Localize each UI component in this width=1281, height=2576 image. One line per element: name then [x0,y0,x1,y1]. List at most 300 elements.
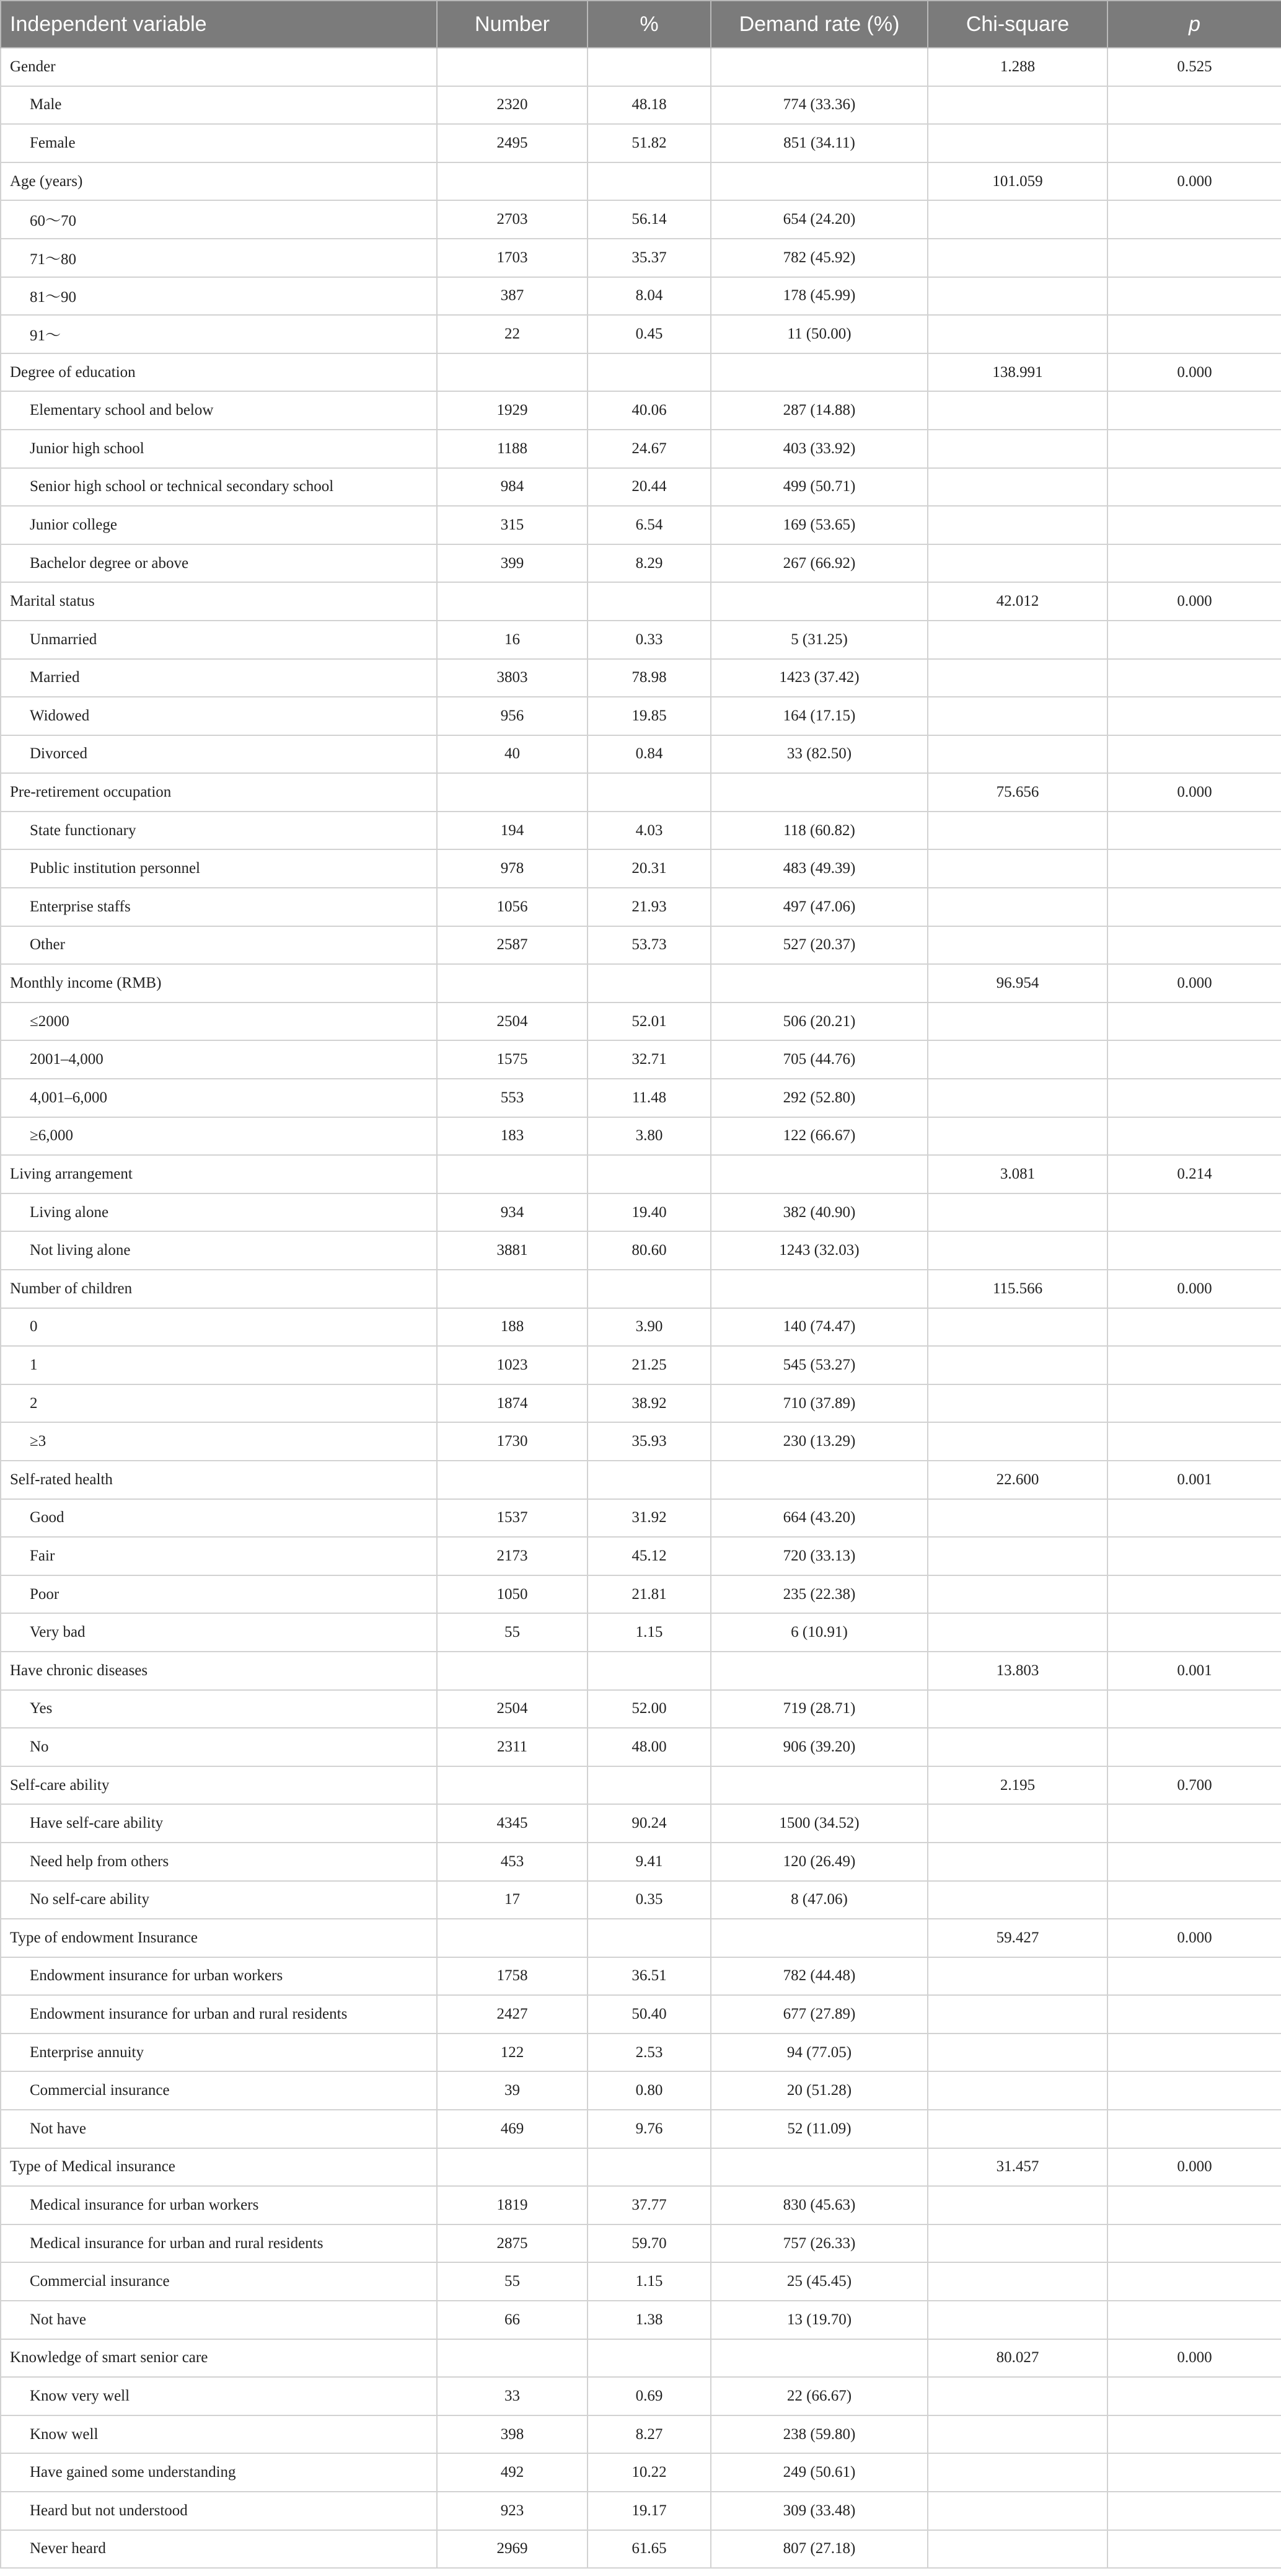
percent-cell: 10.22 [588,2453,711,2492]
demand-rate-cell: 52 (11.09) [711,2110,928,2148]
chi-square-cell [928,1537,1107,1575]
percent-cell: 45.12 [588,1537,711,1575]
chi-square-cell [928,1881,1107,1919]
demand-rate-cell: 292 (52.80) [711,1079,928,1117]
chi-square-cell: 1.288 [928,48,1107,86]
chi-square-cell [928,2071,1107,2110]
variable-cell: Have self-care ability [1,1804,437,1843]
p-value-cell [1107,124,1281,162]
number-cell: 188 [437,1308,588,1347]
chi-square-cell [928,1384,1107,1423]
header-number: Number [437,1,588,48]
p-value-cell: 0.000 [1107,2339,1281,2378]
chi-square-cell [928,697,1107,735]
number-cell: 469 [437,2110,588,2148]
number-cell: 398 [437,2415,588,2454]
variable-cell: Bachelor degree or above [1,544,437,583]
variable-cell: ≥6,000 [1,1117,437,1156]
number-cell: 194 [437,812,588,850]
demand-rate-cell: 94 (77.05) [711,2034,928,2072]
demand-rate-cell: 403 (33.92) [711,430,928,468]
demand-rate-cell: 664 (43.20) [711,1499,928,1538]
demand-rate-cell: 6 (10.91) [711,1613,928,1652]
p-value-cell [1107,1995,1281,2034]
number-cell: 2427 [437,1995,588,2034]
number-cell: 33 [437,2377,588,2415]
chi-square-cell: 3.081 [928,1155,1107,1193]
percent-cell: 51.82 [588,124,711,162]
demand-rate-cell: 720 (33.13) [711,1537,928,1575]
header-p-value: p [1107,1,1281,48]
p-value-cell [1107,1117,1281,1156]
table-row [1,1613,1281,1652]
variable-cell: Self-care ability [1,1766,437,1805]
p-value-cell [1107,812,1281,850]
demand-rate-cell: 1423 (37.42) [711,659,928,697]
chi-square-cell [928,1843,1107,1881]
variable-cell: Yes [1,1690,437,1728]
percent-cell: 36.51 [588,1957,711,1996]
percent-cell: 61.65 [588,2530,711,2569]
number-cell: 553 [437,1079,588,1117]
table-row [1,812,1281,850]
table-row [1,468,1281,507]
number-cell: 17 [437,1881,588,1919]
variable-cell: 2001–4,000 [1,1040,437,1079]
percent-cell [588,964,711,1003]
demand-rate-cell: 497 (47.06) [711,888,928,926]
p-value-cell [1107,621,1281,659]
variable-cell: Living alone [1,1193,437,1232]
percent-cell: 20.31 [588,849,711,888]
number-cell: 984 [437,468,588,507]
percent-cell: 32.71 [588,1040,711,1079]
variable-cell: Gender [1,48,437,86]
chi-square-cell: 13.803 [928,1652,1107,1690]
demand-rate-cell [711,1270,928,1308]
number-cell: 1819 [437,2186,588,2224]
demand-rate-cell: 20 (51.28) [711,2071,928,2110]
chi-square-cell [928,888,1107,926]
percent-cell: 1.38 [588,2301,711,2339]
demand-rate-cell: 11 (50.00) [711,315,928,353]
percent-cell: 3.90 [588,1308,711,1347]
p-value-cell [1107,86,1281,125]
percent-cell: 3.80 [588,1117,711,1156]
chi-square-cell: 42.012 [928,582,1107,621]
demand-rate-cell: 782 (44.48) [711,1957,928,1996]
p-value-cell [1107,849,1281,888]
p-value-cell [1107,659,1281,697]
percent-cell: 37.77 [588,2186,711,2224]
p-value-cell [1107,1040,1281,1079]
demand-rate-cell [711,773,928,812]
table-row [1,1575,1281,1614]
demand-rate-cell: 178 (45.99) [711,277,928,316]
number-cell: 387 [437,277,588,316]
variable-cell: Endowment insurance for urban and rural residents [1,1995,437,2034]
table-row [1,1193,1281,1232]
demand-rate-cell: 906 (39.20) [711,1728,928,1766]
percent-cell: 1.15 [588,1613,711,1652]
p-value-cell [1107,1231,1281,1270]
variable-cell: Medical insurance for urban workers [1,2186,437,2224]
chi-square-cell [928,2377,1107,2415]
number-cell: 399 [437,544,588,583]
percent-cell: 90.24 [588,1804,711,1843]
variable-cell: ≥3 [1,1422,437,1461]
number-cell: 66 [437,2301,588,2339]
p-value-cell: 0.000 [1107,162,1281,201]
table-group-row [1,1766,1281,1805]
p-value-cell [1107,1308,1281,1347]
p-value-cell [1107,1690,1281,1728]
demand-rate-cell: 774 (33.36) [711,86,928,125]
demand-rate-cell: 710 (37.89) [711,1384,928,1423]
number-cell: 2587 [437,926,588,965]
table-row [1,1117,1281,1156]
demand-rate-cell: 545 (53.27) [711,1346,928,1384]
table-row [1,200,1281,239]
percent-cell [588,1919,711,1957]
table-row [1,544,1281,583]
variable-cell: Medical insurance for urban and rural residents [1,2224,437,2263]
number-cell: 55 [437,2262,588,2301]
table-row [1,1231,1281,1270]
number-cell: 2173 [437,1537,588,1575]
number-cell: 1050 [437,1575,588,1614]
variable-cell: No self-care ability [1,1881,437,1919]
table-row [1,2530,1281,2569]
percent-cell [588,1270,711,1308]
percent-cell [588,1652,711,1690]
table-row [1,1881,1281,1919]
percent-cell [588,1155,711,1193]
number-cell [437,1652,588,1690]
chi-square-cell [928,506,1107,544]
chi-square-cell [928,1346,1107,1384]
variable-cell: 0 [1,1308,437,1347]
variable-cell: Unmarried [1,621,437,659]
variable-cell: Poor [1,1575,437,1614]
number-cell: 3881 [437,1231,588,1270]
demand-rate-cell: 654 (24.20) [711,200,928,239]
chi-square-cell [928,2262,1107,2301]
p-value-cell [1107,735,1281,774]
table-header [1,1,1281,48]
demand-rate-cell: 309 (33.48) [711,2492,928,2530]
table-row [1,2492,1281,2530]
p-value-cell [1107,1843,1281,1881]
variable-cell: Have chronic diseases [1,1652,437,1690]
p-value-cell: 0.000 [1107,1919,1281,1957]
demand-rate-cell [711,2339,928,2378]
chi-square-cell [928,621,1107,659]
table-row [1,2453,1281,2492]
variable-cell: Elementary school and below [1,391,437,430]
demand-rate-cell [711,582,928,621]
table-row [1,1384,1281,1423]
table-row [1,2224,1281,2263]
table-row [1,1079,1281,1117]
percent-cell: 52.01 [588,1003,711,1041]
percent-cell: 40.06 [588,391,711,430]
header-percent: % [588,1,711,48]
chi-square-cell [928,1231,1107,1270]
number-cell [437,964,588,1003]
table-row [1,1346,1281,1384]
chi-square-cell [928,659,1107,697]
percent-cell: 21.25 [588,1346,711,1384]
table-group-row [1,964,1281,1003]
percent-cell: 48.00 [588,1728,711,1766]
table-row [1,124,1281,162]
table-row [1,1422,1281,1461]
chi-square-cell: 75.656 [928,773,1107,812]
number-cell: 978 [437,849,588,888]
variable-cell: Endowment insurance for urban workers [1,1957,437,1996]
variable-cell: Enterprise staffs [1,888,437,926]
p-value-cell [1107,430,1281,468]
percent-cell [588,2148,711,2187]
percent-cell [588,48,711,86]
percent-cell: 0.35 [588,1881,711,1919]
table-row [1,391,1281,430]
number-cell: 1023 [437,1346,588,1384]
variable-cell: Female [1,124,437,162]
percent-cell: 8.29 [588,544,711,583]
variable-cell: Need help from others [1,1843,437,1881]
variable-cell: Type of endowment Insurance [1,1919,437,1957]
chi-square-cell [928,468,1107,507]
p-value-cell [1107,1881,1281,1919]
chi-square-cell [928,1957,1107,1996]
table-group-row [1,582,1281,621]
demand-rate-cell: 33 (82.50) [711,735,928,774]
variable-cell: Never heard [1,2530,437,2569]
percent-cell: 56.14 [588,200,711,239]
chi-square-cell: 80.027 [928,2339,1107,2378]
p-value-cell [1107,697,1281,735]
p-value-cell: 0.000 [1107,353,1281,392]
table-group-row [1,1270,1281,1308]
chi-square-cell: 96.954 [928,964,1107,1003]
variable-cell: Married [1,659,437,697]
p-value-cell [1107,1804,1281,1843]
number-cell: 2875 [437,2224,588,2263]
variable-cell: 91～ [1,315,437,353]
p-value-cell [1107,315,1281,353]
chi-square-cell [928,1117,1107,1156]
demand-rate-cell: 22 (66.67) [711,2377,928,2415]
percent-cell: 24.67 [588,430,711,468]
variable-cell: Not living alone [1,1231,437,1270]
number-cell: 934 [437,1193,588,1232]
table-row [1,430,1281,468]
chi-square-cell [928,812,1107,850]
chi-square-cell [928,1040,1107,1079]
chi-square-cell [928,391,1107,430]
p-value-cell: 0.525 [1107,48,1281,86]
demand-rate-cell [711,964,928,1003]
demand-rate-cell: 1500 (34.52) [711,1804,928,1843]
table-row [1,735,1281,774]
number-cell: 22 [437,315,588,353]
table-row [1,2262,1281,2301]
variable-cell: Monthly income (RMB) [1,964,437,1003]
p-value-cell [1107,2301,1281,2339]
chi-square-cell [928,2530,1107,2569]
p-value-cell [1107,1613,1281,1652]
p-value-cell [1107,1346,1281,1384]
percent-cell: 4.03 [588,812,711,850]
demand-rate-cell: 140 (74.47) [711,1308,928,1347]
header-independent-variable: Independent variable [1,1,437,48]
demand-rate-cell: 267 (66.92) [711,544,928,583]
p-value-cell [1107,2530,1281,2569]
variable-cell: Senior high school or technical secondary school [1,468,437,507]
number-cell: 315 [437,506,588,544]
percent-cell [588,773,711,812]
p-value-cell [1107,1193,1281,1232]
p-value-cell [1107,239,1281,277]
percent-cell: 2.53 [588,2034,711,2072]
table-group-row [1,1155,1281,1193]
number-cell: 183 [437,1117,588,1156]
variable-cell: Very bad [1,1613,437,1652]
number-cell [437,1270,588,1308]
demand-rate-cell: 851 (34.11) [711,124,928,162]
number-cell: 453 [437,1843,588,1881]
table-body [1,48,1281,2568]
number-cell: 2504 [437,1690,588,1728]
number-cell [437,2339,588,2378]
table-row [1,1537,1281,1575]
number-cell [437,1766,588,1805]
number-cell: 956 [437,697,588,735]
variable-cell: Widowed [1,697,437,735]
chi-square-cell: 115.566 [928,1270,1107,1308]
variable-cell: Divorced [1,735,437,774]
table-group-row [1,2339,1281,2378]
variable-cell: 2 [1,1384,437,1423]
chi-square-cell [928,2492,1107,2530]
table-row [1,1728,1281,1766]
percent-cell: 48.18 [588,86,711,125]
chi-square-cell [928,2110,1107,2148]
number-cell: 1537 [437,1499,588,1538]
chi-square-cell [928,2224,1107,2263]
demand-rate-cell: 499 (50.71) [711,468,928,507]
chi-square-cell [928,124,1107,162]
table-group-row [1,1919,1281,1957]
percent-cell: 35.93 [588,1422,711,1461]
variable-cell: Not have [1,2110,437,2148]
demand-rate-cell: 483 (49.39) [711,849,928,888]
chi-square-cell [928,2034,1107,2072]
chi-square-cell [928,1613,1107,1652]
demand-rate-cell: 235 (22.38) [711,1575,928,1614]
number-cell [437,162,588,201]
percent-cell: 0.69 [588,2377,711,2415]
percent-cell: 9.41 [588,1843,711,1881]
chi-square-cell: 59.427 [928,1919,1107,1957]
variable-cell: Living arrangement [1,1155,437,1193]
number-cell: 39 [437,2071,588,2110]
chi-square-cell [928,1003,1107,1041]
percent-cell: 31.92 [588,1499,711,1538]
percent-cell [588,1461,711,1499]
demand-rate-cell: 169 (53.65) [711,506,928,544]
number-cell: 2311 [437,1728,588,1766]
variable-cell: Junior college [1,506,437,544]
table-row [1,86,1281,125]
chi-square-cell [928,926,1107,965]
table-row [1,1308,1281,1347]
table-row [1,2071,1281,2110]
demand-rate-cell: 677 (27.89) [711,1995,928,2034]
percent-cell: 35.37 [588,239,711,277]
number-cell: 122 [437,2034,588,2072]
p-value-cell [1107,2034,1281,2072]
demand-rate-cell: 25 (45.45) [711,2262,928,2301]
p-value-cell [1107,2186,1281,2224]
percent-cell: 21.93 [588,888,711,926]
demand-rate-cell: 164 (17.15) [711,697,928,735]
variable-cell: ≤2000 [1,1003,437,1041]
number-cell: 1188 [437,430,588,468]
p-value-cell [1107,2492,1281,2530]
p-value-cell [1107,1499,1281,1538]
demand-rate-cell: 13 (19.70) [711,2301,928,2339]
number-cell: 40 [437,735,588,774]
table-row [1,2415,1281,2454]
percent-cell: 52.00 [588,1690,711,1728]
percent-cell: 38.92 [588,1384,711,1423]
number-cell [437,2148,588,2187]
p-value-cell [1107,200,1281,239]
number-cell [437,773,588,812]
number-cell [437,1919,588,1957]
p-value-cell: 0.001 [1107,1652,1281,1690]
chi-square-cell [928,1575,1107,1614]
variable-cell: Number of children [1,1270,437,1308]
chi-square-cell [928,430,1107,468]
demand-rate-cell: 249 (50.61) [711,2453,928,2492]
table-row [1,697,1281,735]
p-value-cell: 0.000 [1107,2148,1281,2187]
variable-cell: Commercial insurance [1,2262,437,2301]
chi-square-cell: 138.991 [928,353,1107,392]
chi-square-cell [928,1728,1107,1766]
variable-cell: Knowledge of smart senior care [1,2339,437,2378]
table-group-row [1,162,1281,201]
percent-cell: 0.33 [588,621,711,659]
table-row [1,1957,1281,1996]
header-row [1,1,1281,48]
table-row [1,926,1281,965]
chi-square-cell: 101.059 [928,162,1107,201]
percent-cell [588,162,711,201]
p-value-cell [1107,468,1281,507]
table-group-row [1,2148,1281,2187]
p-value-cell [1107,1537,1281,1575]
table-row [1,849,1281,888]
number-cell: 2504 [437,1003,588,1041]
number-cell: 16 [437,621,588,659]
demand-rate-cell: 830 (45.63) [711,2186,928,2224]
header-demand-rate: Demand rate (%) [711,1,928,48]
